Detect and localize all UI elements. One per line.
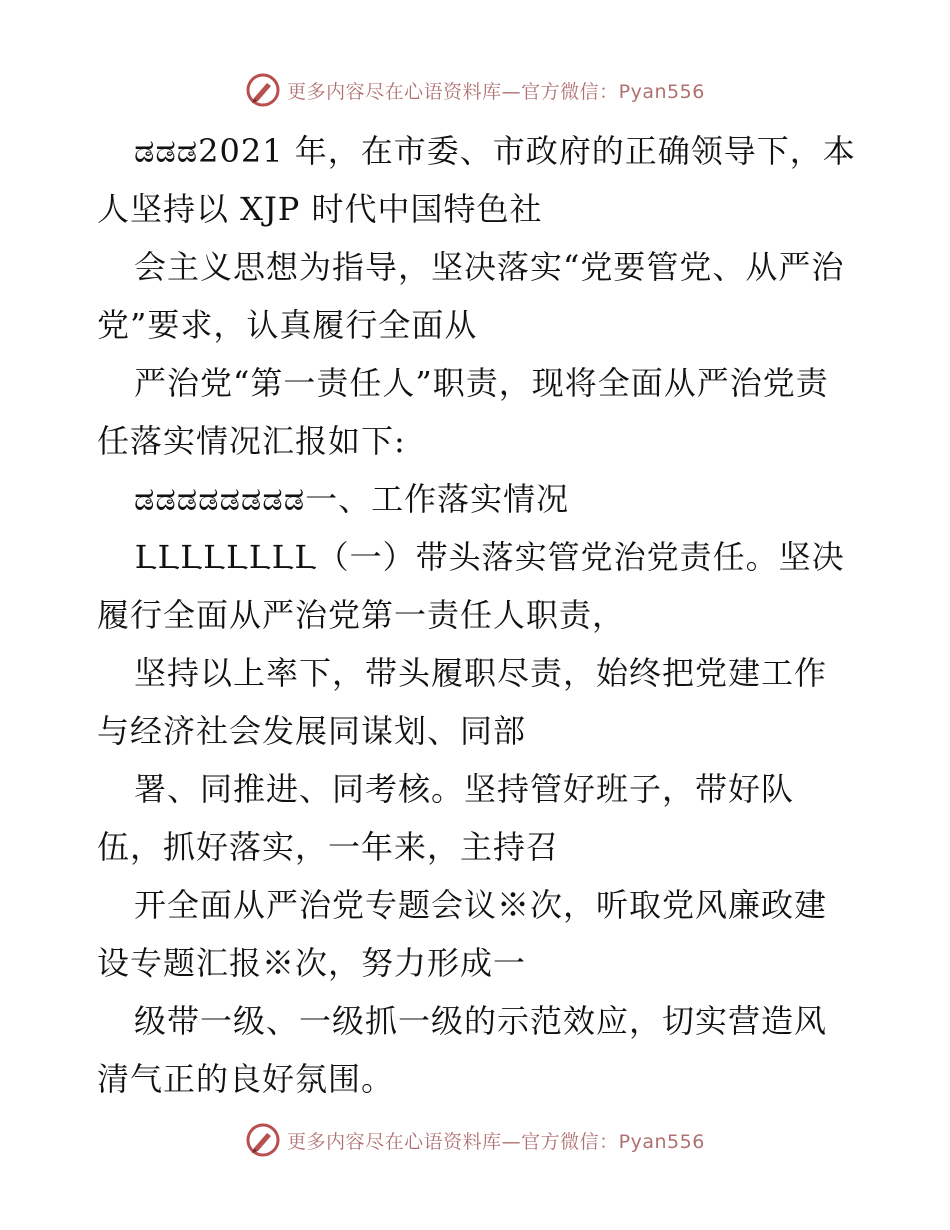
- footer-watermark: [0, 1120, 950, 1160]
- watermark-text: 更多内容尽在心语资料库—官方微信：Pyan556: [287, 1130, 705, 1153]
- paragraph-intro: ಡಡಡ2021 年，在市委、市政府的正确领导下，本人坚持以 XJP 时代中国特色社: [97, 132, 856, 228]
- paragraph-lead-by-example: 坚持以上率下，带头履职尽责，始终把党建工作与经济社会发展同谋划、同部: [97, 654, 828, 750]
- section-heading: ಡಡಡಡಡಡಡಡ一、工作落实情况: [134, 480, 570, 518]
- pen-circle-icon: [245, 72, 281, 108]
- pen-circle-icon: [245, 1122, 281, 1158]
- paragraph-atmosphere: 级带一级、一级抓一级的示范效应，切实营造风清气正的良好氛围。: [97, 1002, 828, 1098]
- paragraph-guiding-thought: 会主义思想为指导，坚决落实“党要管党、从严治党”要求，认真履行全面从: [97, 248, 845, 344]
- watermark-text: 更多内容尽在心语资料库—官方微信：Pyan556: [287, 80, 705, 103]
- subsection-heading: ԼԼԼԼԼԼԼԼ（一）带头落实管党治党责任。坚决履行全面从严治党第一责任人职责，: [97, 538, 845, 634]
- paragraph-team: 署、同推进、同考核。坚持管好班子，带好队伍，抓好落实，一年来，主持召: [97, 770, 795, 866]
- document-body: [97, 122, 857, 1108]
- paragraph-responsibility: 严治党“第一责任人”职责，现将全面从严治党责任落实情况汇报如下:: [97, 364, 829, 460]
- header-watermark: [0, 70, 950, 110]
- paragraph-meetings: 开全面从严治党专题会议※次，听取党风廉政建设专题汇报※次，努力形成一: [97, 886, 828, 982]
